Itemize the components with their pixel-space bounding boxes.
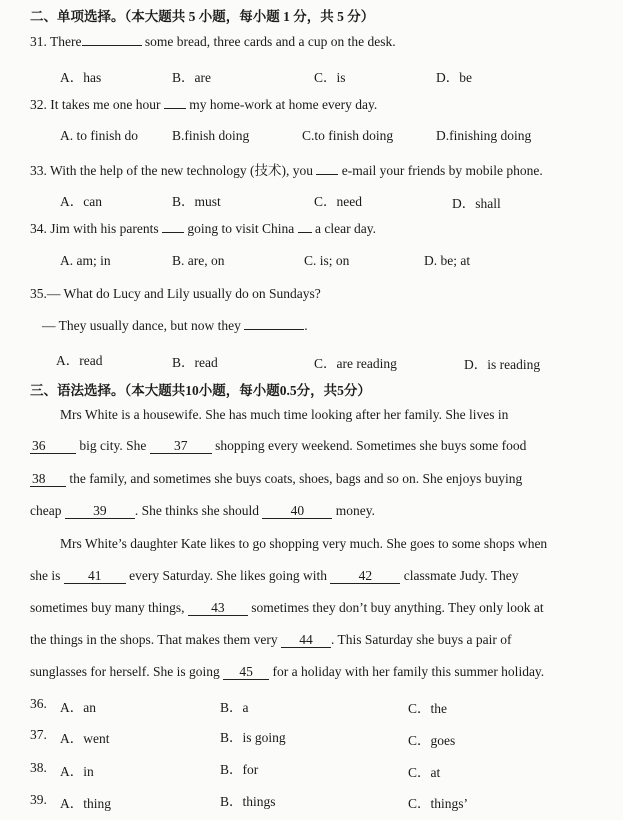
question-text: some bread, three cards and a cup on the desk. (144, 34, 396, 49)
option-d[interactable]: D．shall (452, 196, 501, 211)
question-34 (30, 221, 376, 237)
question-35-response (42, 318, 308, 334)
passage-line (30, 438, 526, 454)
passage-line (30, 471, 522, 487)
answer-blank[interactable] (162, 232, 184, 233)
answer-blank[interactable] (316, 174, 338, 175)
option-b[interactable]: B.finish doing (172, 128, 250, 143)
question-text: There (50, 34, 82, 49)
passage-text: big city. She (79, 438, 147, 453)
question-text: It takes me one hour (50, 97, 161, 112)
option-a[interactable]: A．went (60, 731, 110, 746)
option-a[interactable]: A．has (60, 70, 102, 85)
option-a[interactable]: A. am; in (60, 253, 111, 268)
passage-text: money. (335, 503, 375, 518)
passage-text: sunglasses for herself. She is going (30, 664, 220, 679)
passage-text: classmate Judy. They (403, 568, 519, 583)
question-31 (30, 34, 396, 50)
section-title-grammar-choice: 三、语法选择。（本大题共10小题，每小题0.5分，共5分） (30, 383, 371, 398)
passage-line (30, 632, 511, 648)
option-c[interactable]: C．need (314, 194, 362, 209)
blank-45[interactable]: 45 (223, 665, 269, 680)
option-d[interactable]: D.finishing doing (436, 128, 532, 143)
option-b[interactable]: B．read (172, 355, 218, 370)
question-number: 32. (30, 97, 47, 112)
blank-37[interactable]: 37 (150, 439, 212, 454)
question-33 (30, 159, 543, 179)
option-a[interactable]: A．in (60, 764, 94, 779)
passage-text: for a holiday with her family this summer holiday. (272, 664, 545, 679)
question-35: 35.— What do Lucy and Lily usually do on Sundays? (30, 286, 321, 301)
option-c[interactable]: C.to finish doing (302, 128, 394, 143)
blank-42[interactable]: 42 (330, 569, 400, 584)
option-b[interactable]: B．a (220, 700, 249, 715)
passage-text: shopping every weekend. Sometimes she buys some food (215, 438, 527, 453)
passage-line: Mrs White is a housewife. She has much time looking after her family. She lives in (60, 407, 509, 422)
answer-blank[interactable] (298, 232, 312, 233)
option-a[interactable]: A．read (56, 353, 103, 368)
question-32 (30, 97, 377, 113)
option-a[interactable]: A．can (60, 194, 102, 209)
option-b[interactable]: B．must (172, 194, 221, 209)
question-text: e-mail your friends by mobile phone. (341, 163, 543, 178)
option-a[interactable]: A. to finish do (60, 128, 139, 143)
choice-number: 38. (30, 760, 47, 775)
option-a[interactable]: A．an (60, 700, 96, 715)
blank-40[interactable]: 40 (262, 504, 332, 519)
option-b[interactable]: B. are, on (172, 253, 225, 268)
punctuation: . (304, 318, 308, 333)
passage-text: cheap (30, 503, 62, 518)
option-b[interactable]: B．is going (220, 730, 286, 745)
question-text: With the help of the new technology (技术), you (50, 163, 314, 178)
option-c[interactable]: C．is (314, 70, 346, 85)
blank-36[interactable]: 36 (30, 439, 76, 454)
question-text: my home-work at home every day. (189, 97, 378, 112)
option-a[interactable]: A．thing (60, 796, 112, 811)
question-number: 34. (30, 221, 47, 236)
choice-number: 39. (30, 792, 47, 807)
blank-43[interactable]: 43 (188, 601, 248, 616)
passage-text: every Saturday. She likes going with (129, 568, 327, 583)
passage-text: the things in the shops. That makes them very (30, 632, 278, 647)
blank-44[interactable]: 44 (281, 633, 331, 648)
passage-line (30, 568, 518, 584)
blank-39[interactable]: 39 (65, 504, 135, 519)
option-d[interactable]: D．is reading (464, 357, 541, 372)
answer-blank[interactable] (164, 108, 186, 109)
passage-text: . She thinks she should (134, 503, 259, 518)
passage-line (30, 503, 375, 519)
blank-41[interactable]: 41 (64, 569, 126, 584)
option-d[interactable]: D．be (436, 70, 472, 85)
option-c[interactable]: C．goes (408, 733, 456, 748)
question-number: 33. (30, 163, 47, 178)
passage-text: the family, and sometimes she buys coats, shoes, bags and so on. She enjoys buying (69, 471, 523, 486)
section-title-single-choice: 二、单项选择。（本大题共 5 小题，每小题 1 分，共 5 分） (30, 9, 375, 24)
question-text: going to visit China (187, 221, 295, 236)
option-c[interactable]: C．the (408, 701, 447, 716)
option-b[interactable]: B．are (172, 70, 211, 85)
option-d[interactable]: D. be; at (424, 253, 471, 268)
option-b[interactable]: B．things (220, 794, 276, 809)
answer-blank[interactable] (82, 45, 142, 46)
question-text: a clear day. (315, 221, 376, 236)
option-c[interactable]: C. is; on (304, 253, 350, 268)
passage-text: sometimes buy many things, (30, 600, 185, 615)
answer-blank[interactable] (244, 329, 304, 330)
passage-line (30, 664, 544, 680)
passage-line (30, 600, 544, 616)
option-c[interactable]: C．are reading (314, 356, 397, 371)
passage-text: sometimes they don’t buy anything. They only look at (251, 600, 544, 615)
option-c[interactable]: C．things’ (408, 796, 469, 811)
question-number: 31. (30, 34, 47, 49)
passage-line: Mrs White’s daughter Kate likes to go shopping very much. She goes to some shops when (60, 536, 548, 551)
question-text: Jim with his parents (50, 221, 159, 236)
option-c[interactable]: C．at (408, 765, 441, 780)
question-text: — They usually dance, but now they (42, 318, 241, 333)
choice-number: 36. (30, 696, 47, 711)
passage-text: she is (30, 568, 61, 583)
choice-number: 37. (30, 727, 47, 742)
passage-text: . This Saturday she buys a pair of (330, 632, 512, 647)
option-b[interactable]: B．for (220, 762, 259, 777)
blank-38[interactable]: 38 (30, 472, 66, 487)
